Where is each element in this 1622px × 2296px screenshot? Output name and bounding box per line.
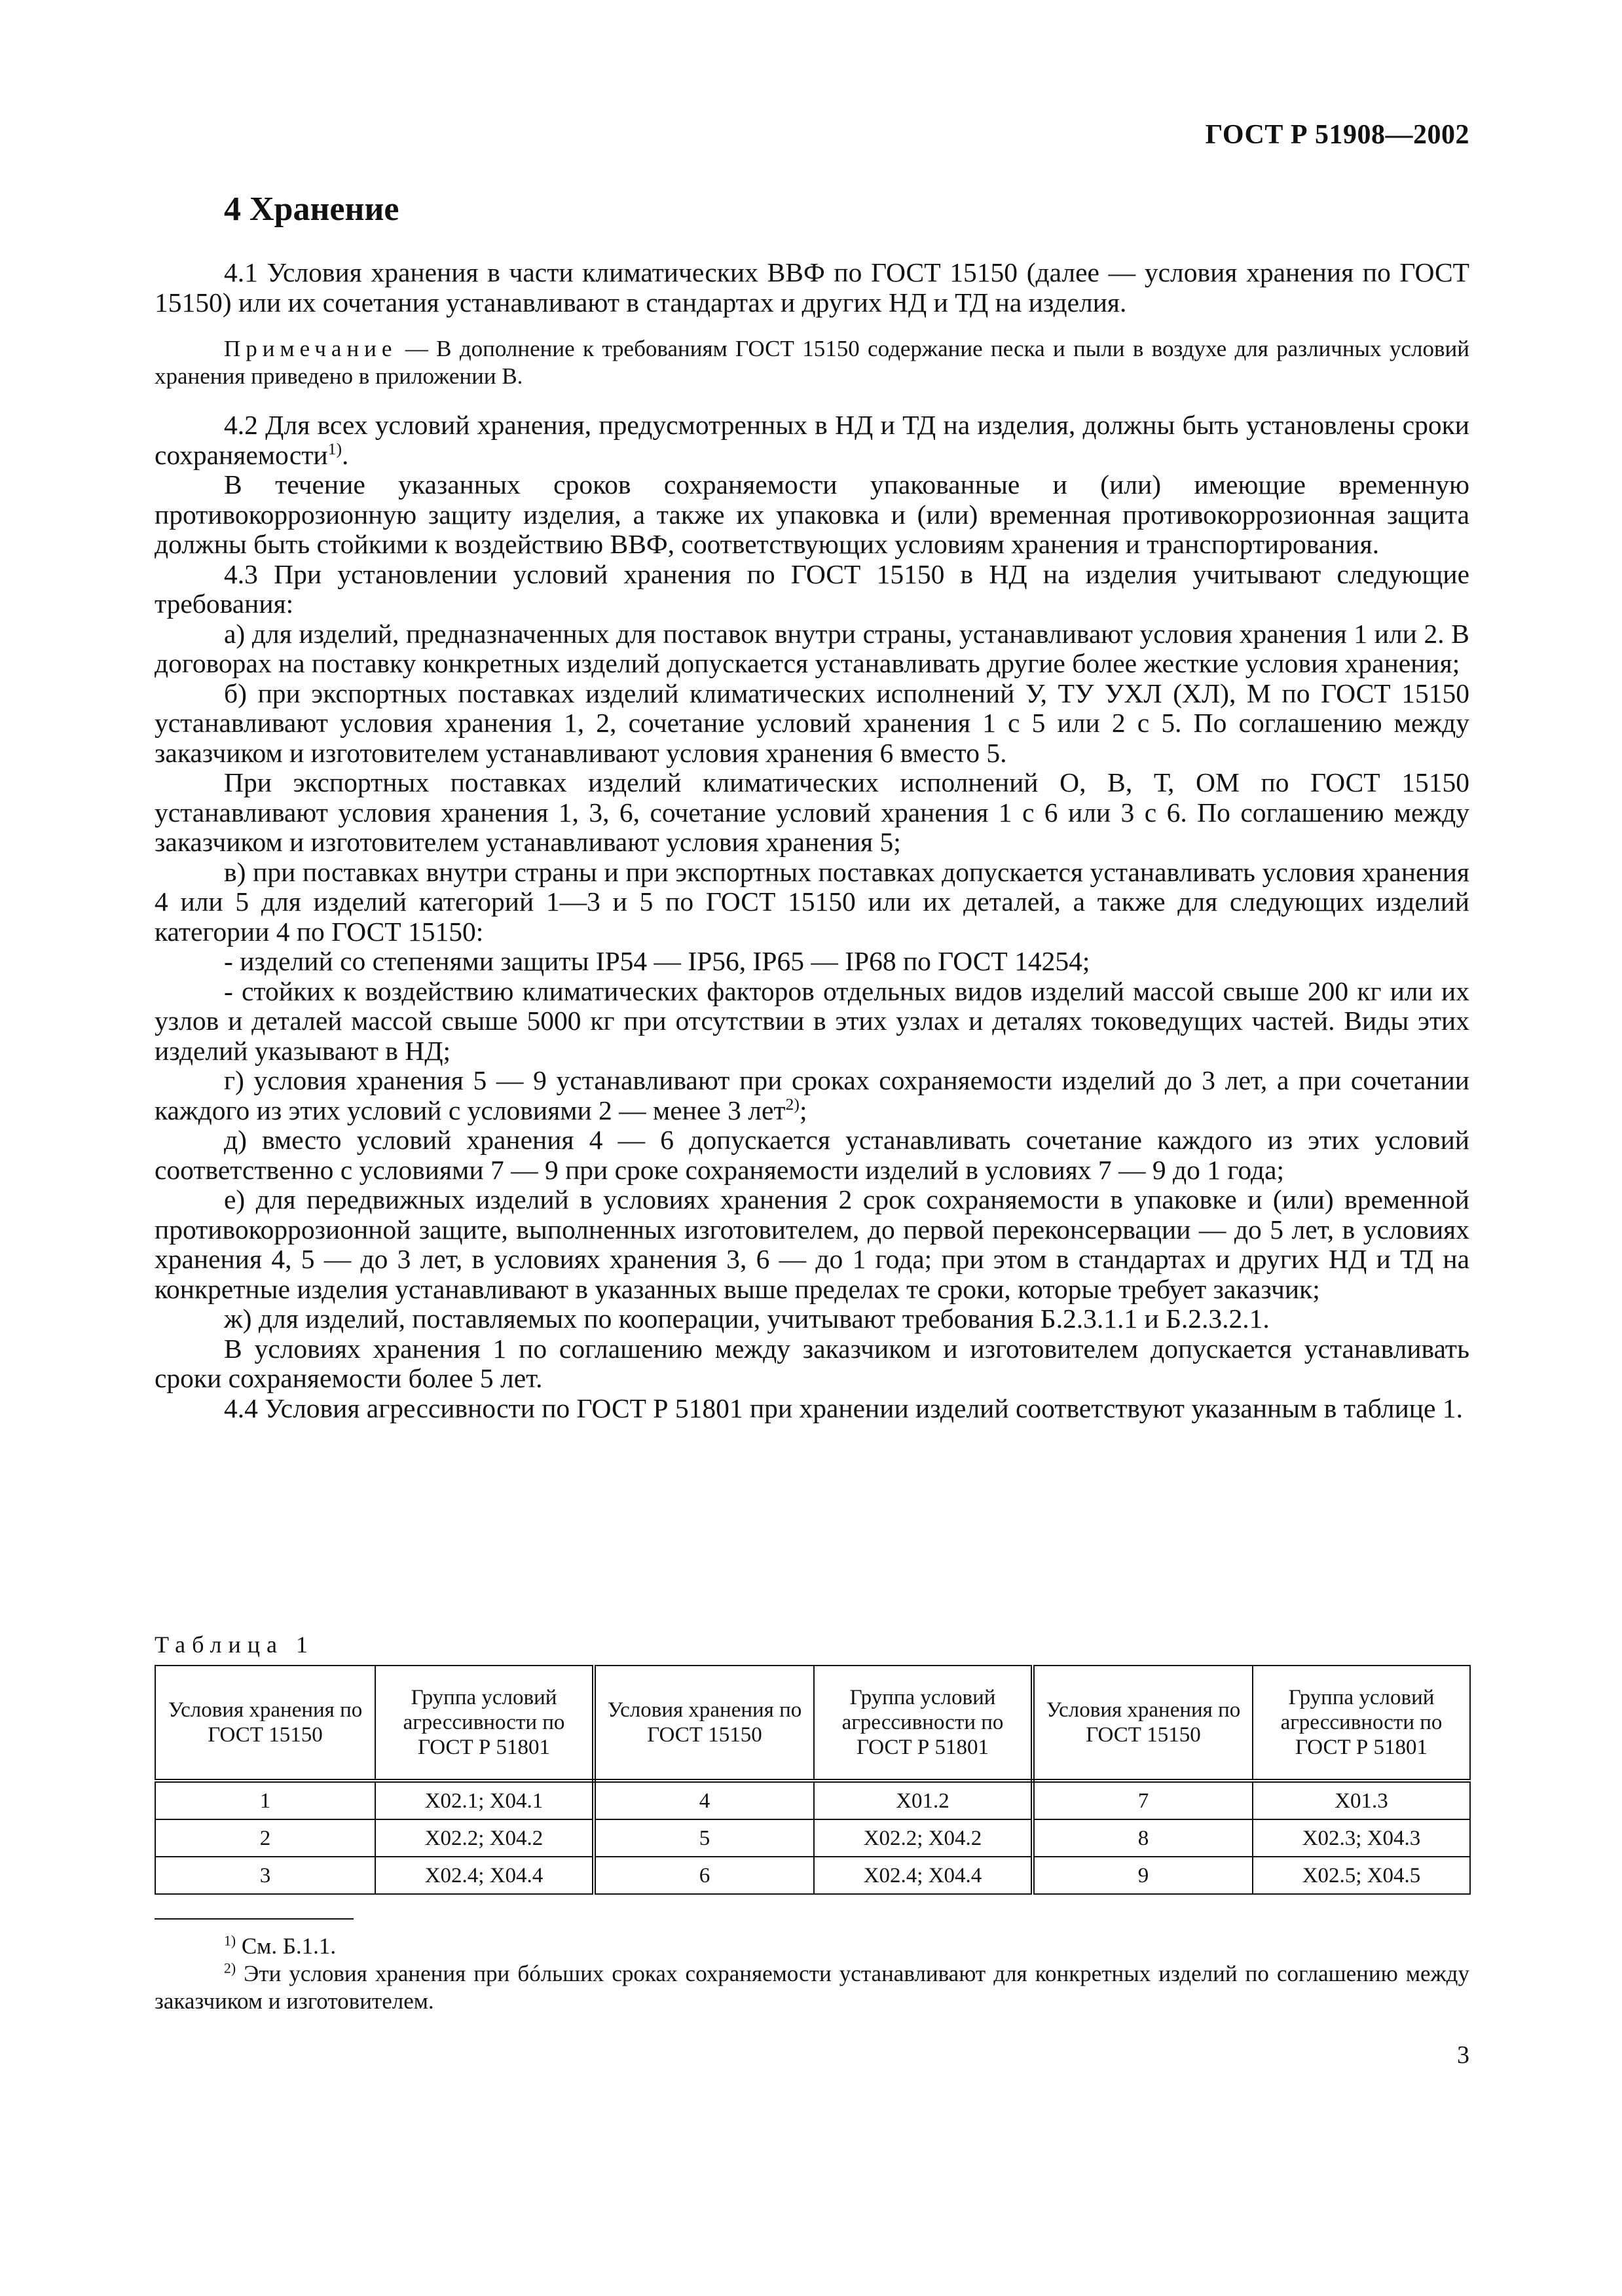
page-number: 3 xyxy=(1457,2041,1469,2069)
table-cell: Х02.2; Х04.2 xyxy=(375,1819,594,1857)
item-a: а) для изделий, предназначенных для поставок внутри страны, устанавливают условия хранения 1 или 2. В договорах на поставку конкретных изделий допускается устанавливать другие более жесткие условия хранения; xyxy=(155,618,1469,678)
header-cell-storage-3: Условия хранения по ГОСТ 15150 xyxy=(1033,1666,1253,1781)
note xyxy=(155,335,1469,390)
table-cell: Х02.1; Х04.1 xyxy=(375,1781,594,1819)
item-v: в) при поставках внутри страны и при экспортных поставках допускается устанавливать условия хранения 4 или 5 для изделий категорий 1—3 и 5 по ГОСТ 15150 или их деталей, а также для следующих изделий категории 4 по ГОСТ 15150: xyxy=(155,856,1469,947)
table-row xyxy=(155,1819,1470,1857)
paragraph-4-1-block xyxy=(155,258,1469,318)
footnote-ref-2: 2) xyxy=(785,1094,800,1114)
item-e: е) для передвижных изделий в условиях хранения 2 срок сохраняемости в упаковке и (или) временной противокоррозионной защите, выполненных изготовителем, до первой переконсервации — до 5 лет, в условиях хранения 4, 5 — до 3 лет, в условиях хранения 3, 6 — до 1 года; при этом в стандартах и других НД и ТД на конкретные изделия устанавливают в указанных выше пределах те сроки, которые требует заказчик; xyxy=(155,1184,1469,1304)
table-cell: 3 xyxy=(155,1857,375,1894)
document-code-header: ГОСТ Р 51908—2002 xyxy=(1205,120,1469,150)
footnote-1 xyxy=(155,1933,1469,1960)
item-v-dash-2: - стойких к воздействию климатических факторов отдельных видов изделий массой свыше 200 кг или их узлов и деталей массой свыше 5000 кг при отсутствии в этих узлах и деталях токоведущих частей. Виды этих изделий указывают в НД; xyxy=(155,975,1469,1066)
footnote-ref-1: 1) xyxy=(327,439,342,458)
table-cell: Х02.4; Х04.4 xyxy=(375,1857,594,1894)
footnote-mark-1: 1) xyxy=(224,1933,236,1949)
paragraph-storage-1: В условиях хранения 1 по соглашению между заказчиком и изготовителем допускается устанавливать сроки сохраняемости более 5 лет. xyxy=(155,1333,1469,1393)
section-title: 4 Хранение xyxy=(224,191,399,228)
table-cell: Х02.5; Х04.5 xyxy=(1253,1857,1470,1894)
header-cell-storage-2: Условия хранения по ГОСТ 15150 xyxy=(594,1666,814,1781)
footnote-mark-2: 2) xyxy=(224,1960,236,1977)
note-text: — В дополнение к требованиям ГОСТ 15150 содержание песка и пыли в воздухе для различных условий хранения приведено в приложении В. xyxy=(155,336,1469,389)
table-caption: Таблица 1 xyxy=(155,1631,314,1658)
item-g-end: ; xyxy=(799,1095,807,1125)
item-g xyxy=(155,1066,1469,1125)
header-cell-group-3: Группа условий агрессивности по ГОСТ Р 51801 xyxy=(1253,1666,1470,1781)
paragraph-4-2-end: . xyxy=(342,439,349,470)
table-cell: Х01.2 xyxy=(814,1781,1033,1819)
footnote-1-text: См. Б.1.1. xyxy=(236,1933,337,1959)
item-d: д) вместо условий хранения 4 — 6 допускается устанавливать сочетание каждого из этих условий соответственно с условиями 7 — 9 при сроке сохраняемости изделий в условиях 7 — 9 до 1 года; xyxy=(155,1125,1469,1185)
main-text xyxy=(155,410,1469,1423)
table-cell: 1 xyxy=(155,1781,375,1819)
table-cell: 7 xyxy=(1033,1781,1253,1819)
table-cell: Х02.2; Х04.2 xyxy=(814,1819,1033,1857)
footnote-2 xyxy=(155,1960,1469,2015)
item-zh: ж) для изделий, поставляемых по кооперации, учитывают требования Б.2.3.1.1 и Б.2.3.2.1. xyxy=(224,1303,1270,1334)
footnotes xyxy=(155,1933,1469,2015)
header-cell-group-1: Группа условий агрессивности по ГОСТ Р 51801 xyxy=(375,1666,594,1781)
paragraph-4-2-text: 4.2 Для всех условий хранения, предусмотренных в НД и ТД на изделия, должны быть установлены сроки сохраняемости xyxy=(155,410,1469,470)
table-header-row xyxy=(155,1666,1470,1781)
footnote-separator xyxy=(155,1918,354,1920)
table-cell: 9 xyxy=(1033,1857,1253,1894)
table-cell: Х01.3 xyxy=(1253,1781,1470,1819)
item-g-text: г) условия хранения 5 — 9 устанавливают при сроках сохраняемости изделий до 3 лет, а при сочетании каждого из этих условий с условиями 2 — менее 3 лет xyxy=(155,1065,1469,1125)
footnote-2-text: Эти условия хранения при бóльших сроках сохраняемости устанавливают для конкретных изделий по соглашению между заказчиком и изготовителем. xyxy=(155,1961,1469,2014)
header-cell-group-2: Группа условий агрессивности по ГОСТ Р 51801 xyxy=(814,1666,1033,1781)
table-cell: 5 xyxy=(594,1819,814,1857)
paragraph-4-4: 4.4 Условия агрессивности по ГОСТ Р 51801 при хранении изделий соответствуют указанным в таблице 1. xyxy=(224,1393,1463,1423)
table-row xyxy=(155,1857,1470,1894)
item-b-cont: При экспортных поставках изделий климатических исполнений О, В, Т, ОМ по ГОСТ 15150 устанавливают условия хранения 1, 3, 6, сочетание условий хранения 1 с 6 или 3 с 6. По соглашению между заказчиком и изготовителем устанавливают условия хранения 5; xyxy=(155,767,1469,857)
paragraph-4-2b: В течение указанных сроков сохраняемости упакованные и (или) имеющие временную противокоррозионную защиту изделия, а также их упаковка и (или) временная противокоррозионная защита должны быть стойкими к воздействию ВВФ, соответствующих условиям хранения и транспортирования. xyxy=(155,469,1469,559)
paragraph-4-3: 4.3 При установлении условий хранения по ГОСТ 15150 в НД на изделия учитывают следующие требования: xyxy=(155,558,1469,619)
table-cell: 6 xyxy=(594,1857,814,1894)
table-cell: Х02.4; Х04.4 xyxy=(814,1857,1033,1894)
note-label: Примечание xyxy=(224,336,397,361)
item-v-dash-1: - изделий со степенями защиты IP54 — IP56, IP65 — IP68 по ГОСТ 14254; xyxy=(224,946,1090,976)
table-cell: 8 xyxy=(1033,1819,1253,1857)
item-b: б) при экспортных поставках изделий климатических исполнений У, ТУ УХЛ (ХЛ), М по ГОСТ 15150 устанавливают условия хранения 1, 2, сочетание условий хранения 1 с 5 или 2 с 5. По соглашению между заказчиком и изготовителем устанавливают условия хранения 6 вместо 5. xyxy=(155,678,1469,768)
paragraph-4-1: 4.1 Условия хранения в части климатических ВВФ по ГОСТ 15150 (далее — условия хранения по ГОСТ 15150) или их сочетания устанавливают в стандартах и других НД и ТД на изделия. xyxy=(155,257,1469,318)
table-row xyxy=(155,1781,1470,1819)
paragraph-4-2 xyxy=(155,410,1469,470)
header-cell-storage-1: Условия хранения по ГОСТ 15150 xyxy=(155,1666,375,1781)
table-1 xyxy=(155,1665,1471,1895)
table-cell: 4 xyxy=(594,1781,814,1819)
table-cell: Х02.3; Х04.3 xyxy=(1253,1819,1470,1857)
table-cell: 2 xyxy=(155,1819,375,1857)
